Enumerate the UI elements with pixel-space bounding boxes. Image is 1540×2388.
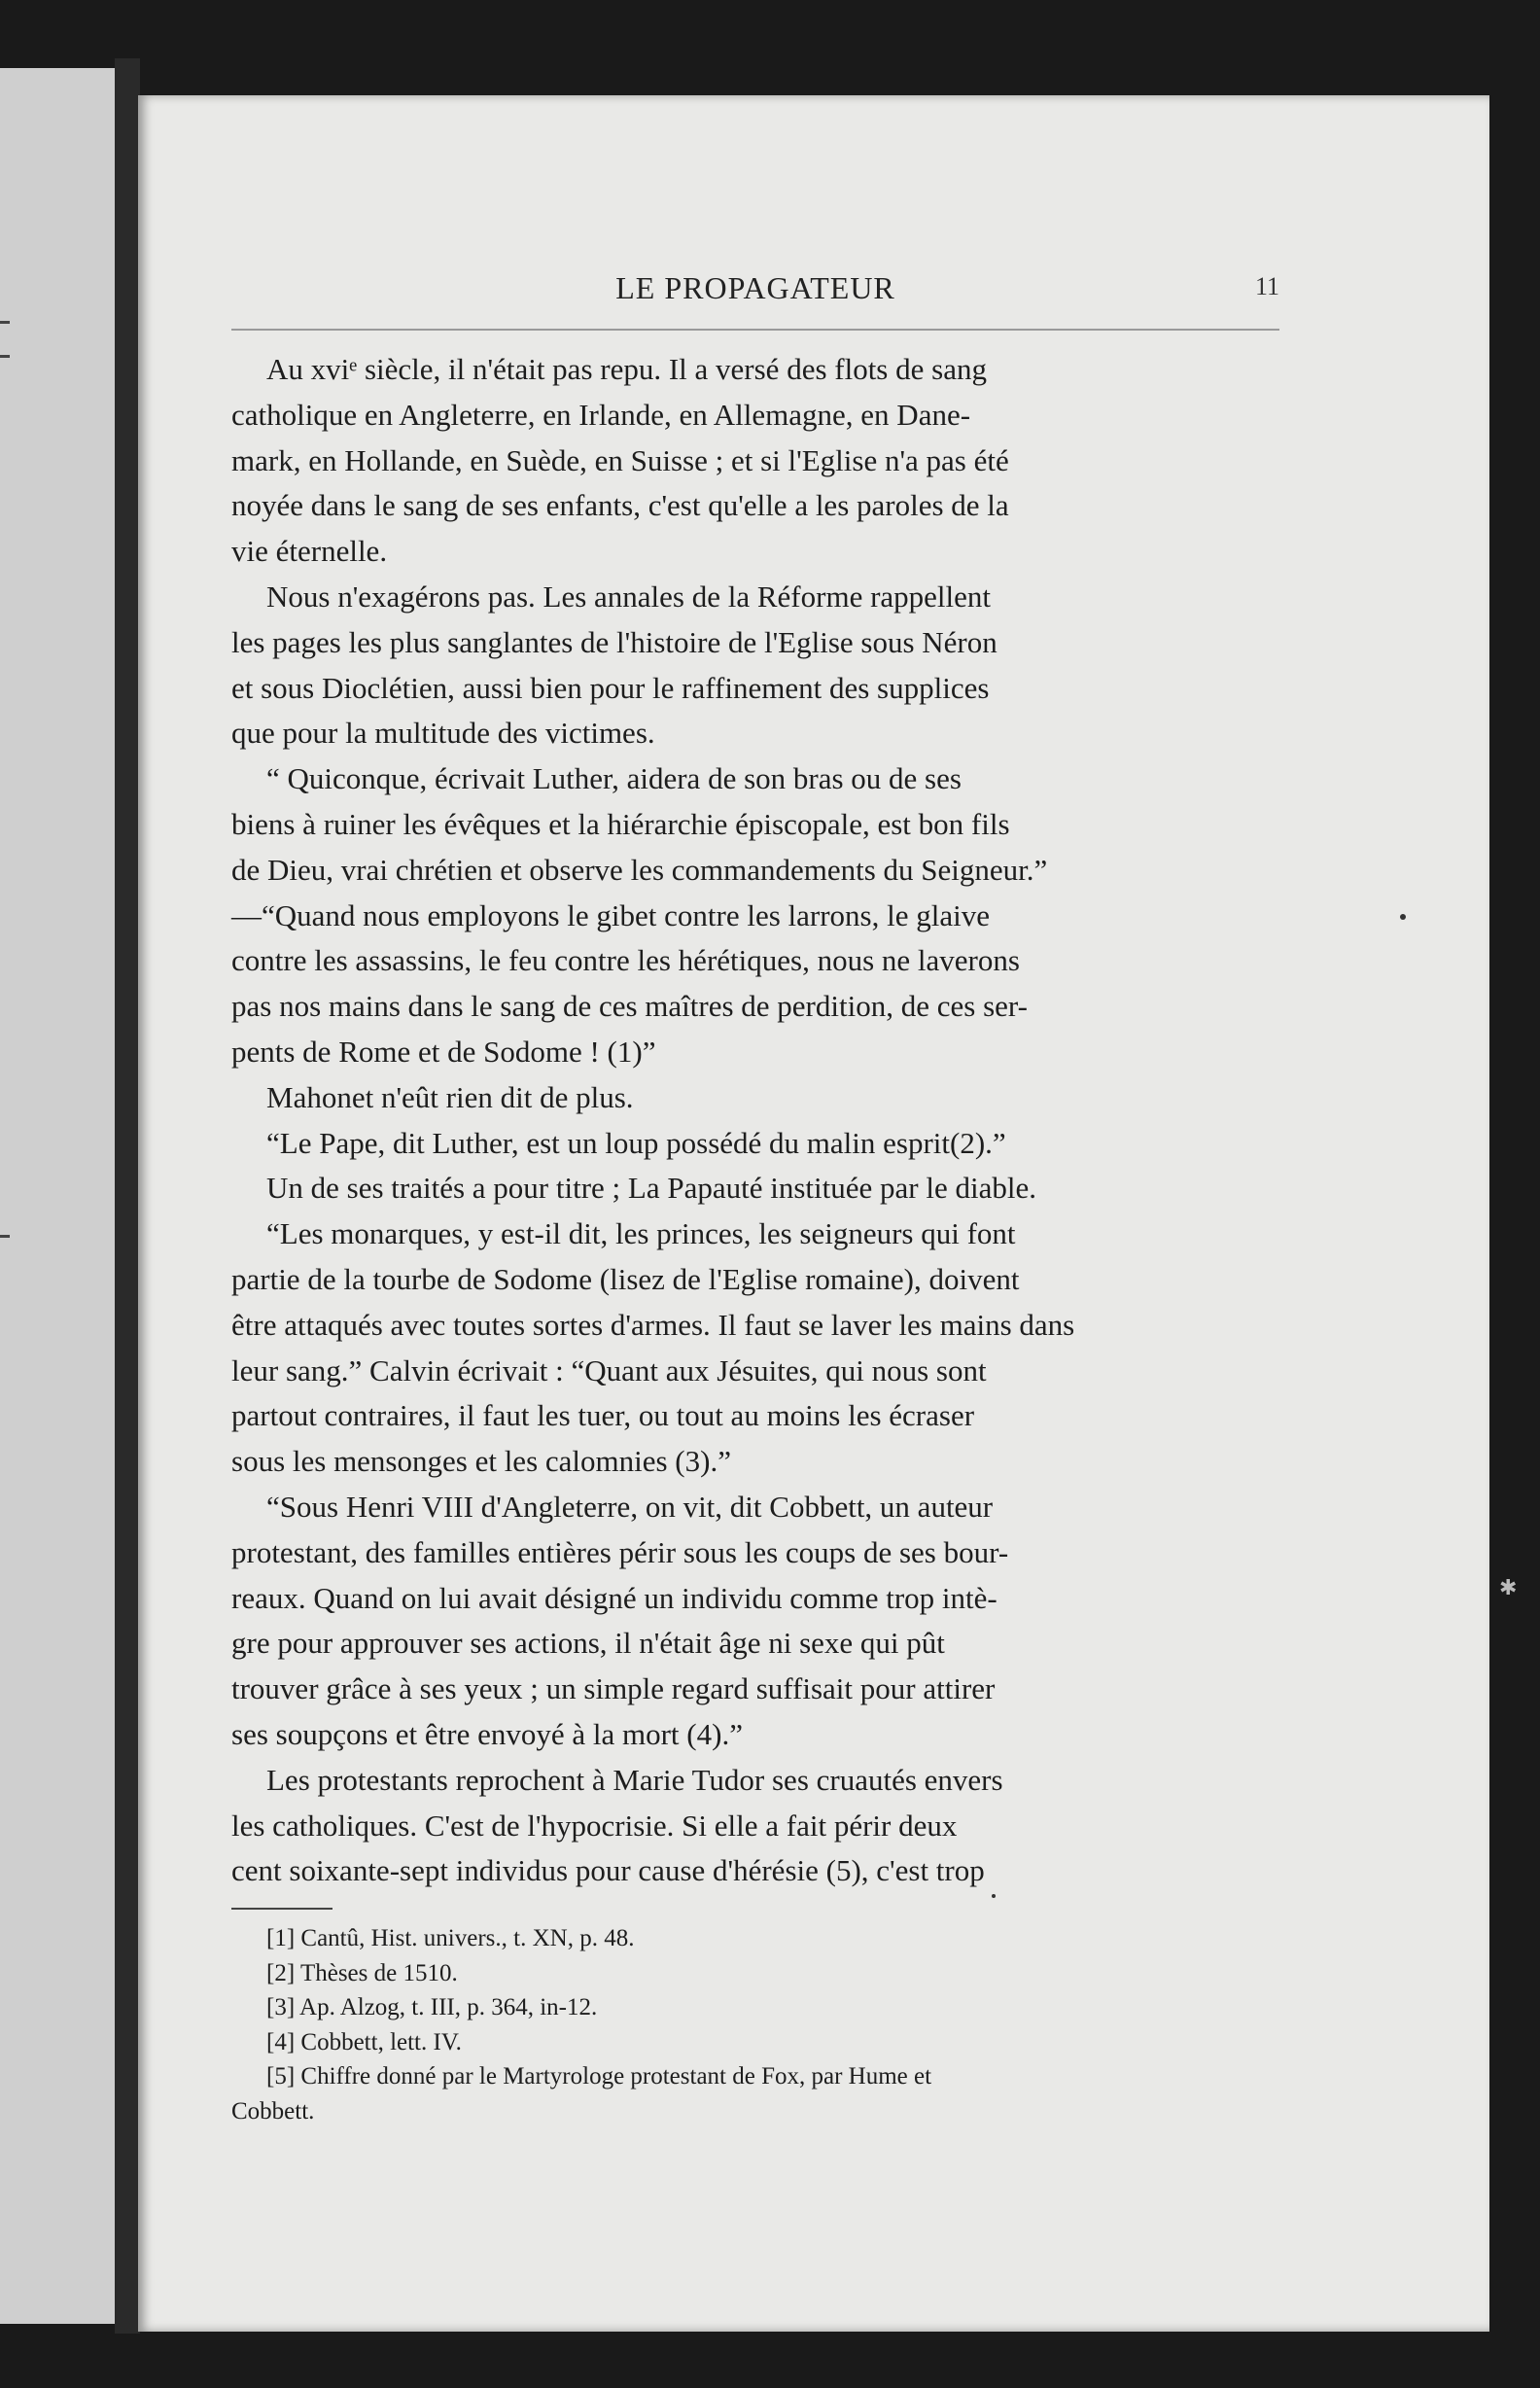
text-line: “Les monarques, y est-il dit, les princes, les seigneurs qui font (266, 1216, 1016, 1251)
footnotes (231, 1921, 1279, 2128)
margin-mark: ✱ (1499, 1575, 1518, 1599)
speck (1400, 914, 1406, 920)
running-header (231, 270, 1279, 309)
text-line: partie de la tourbe de Sodome (lisez de l'Eglise romaine), doivent (231, 1261, 1020, 1296)
text-line: sous les mensonges et les calomnies (3).” (231, 1444, 731, 1479)
text-line: et sous Dioclétien, aussi bien pour le raffinement des supplices (231, 670, 990, 705)
text-line: que pour la multitude des victimes. (231, 716, 655, 751)
edge-mark (0, 1235, 10, 1238)
text-line: Un de ses traités a pour titre ; La Papauté instituée par le diable. (266, 1171, 1036, 1206)
text-line: vie éternelle. (231, 534, 388, 569)
edge-mark (0, 355, 10, 358)
footnote-continuation: Cobbett. (231, 2097, 315, 2125)
text-line: trouver grâce à ses yeux ; un simple regard suffisait pour attirer (231, 1671, 996, 1706)
book-spine (115, 58, 140, 2334)
text-line: —“Quand nous employons le gibet contre les larrons, le glaive (231, 897, 990, 932)
text-line: Nous n'exagérons pas. Les annales de la Réforme rappellent (266, 579, 992, 614)
footnote-rule (231, 1908, 332, 1910)
text-line: “ Quiconque, écrivait Luther, aidera de son bras ou de ses (266, 761, 962, 796)
edge-mark (0, 321, 10, 324)
text-line: leur sang.” Calvin écrivait : “Quant aux Jésuites, qui nous sont (231, 1352, 987, 1387)
footnote: [1] Cantû, Hist. univers., t. XN, p. 48. (266, 1925, 635, 1951)
header-rule (231, 329, 1279, 331)
speck (992, 1894, 996, 1898)
running-title: LE PROPAGATEUR (615, 270, 895, 305)
text-line: les pages les plus sanglantes de l'histoire de l'Eglise sous Néron (231, 624, 998, 659)
text-line: Au xviᵉ siècle, il n'était pas repu. Il a versé des flots de sang (266, 352, 987, 386)
text-line: biens à ruiner les évêques et la hiérarchie épiscopale, est bon fils (231, 806, 1010, 841)
text-line: contre les assassins, le feu contre les hérétiques, nous ne laverons (231, 943, 1020, 978)
text-line: Les protestants reprochent à Marie Tudor ses cruautés envers (266, 1762, 1003, 1797)
text-line: protestant, des familles entières périr sous les coups de ses bour- (231, 1534, 1009, 1569)
text-line: “Sous Henri VIII d'Angleterre, on vit, dit Cobbett, un auteur (266, 1489, 994, 1524)
text-line: cent soixante-sept individus pour cause d'hérésie (5), c'est trop (231, 1853, 985, 1888)
text-line: noyée dans le sang de ses enfants, c'est qu'elle a les paroles de la (231, 488, 1009, 523)
text-line: pas nos mains dans le sang de ces maîtres de perdition, de ces ser- (231, 989, 1028, 1024)
text-line: de Dieu, vrai chrétien et observe les commandements du Seigneur.” (231, 852, 1048, 887)
footnote: [4] Cobbett, lett. IV. (266, 2028, 462, 2055)
text-line: gre pour approuver ses actions, il n'était âge ni sexe qui pût (231, 1626, 945, 1661)
previous-page-edge (0, 68, 115, 2324)
footnote: [5] Chiffre donné par le Martyrologe protestant de Fox, par Hume et (266, 2063, 932, 2090)
body-text (231, 347, 1279, 1894)
text-line: les catholiques. C'est de l'hypocrisie. Si elle a fait périr deux (231, 1808, 958, 1843)
footnote: [3] Ap. Alzog, t. III, p. 364, in-12. (266, 1994, 598, 2020)
text-line: mark, en Hollande, en Suède, en Suisse ; et si l'Eglise n'a pas été (231, 442, 1009, 477)
text-line: pents de Rome et de Sodome ! (1)” (231, 1034, 656, 1069)
text-line: ses soupçons et être envoyé à la mort (4).” (231, 1716, 743, 1751)
text-line: “Le Pape, dit Luther, est un loup possédé du malin esprit(2).” (266, 1125, 1006, 1160)
page-number: 11 (1254, 272, 1279, 300)
text-line: reaux. Quand on lui avait désigné un individu comme trop intè- (231, 1580, 998, 1615)
text-line: être attaqués avec toutes sortes d'armes. Il faut se laver les mains dans (231, 1307, 1075, 1342)
text-line: partout contraires, il faut les tuer, ou tout au moins les écraser (231, 1398, 975, 1433)
text-line: Mahonet n'eût rien dit de plus. (266, 1079, 634, 1114)
footnote: [2] Thèses de 1510. (266, 1959, 458, 1986)
text-line: catholique en Angleterre, en Irlande, en Allemagne, en Dane- (231, 397, 971, 432)
